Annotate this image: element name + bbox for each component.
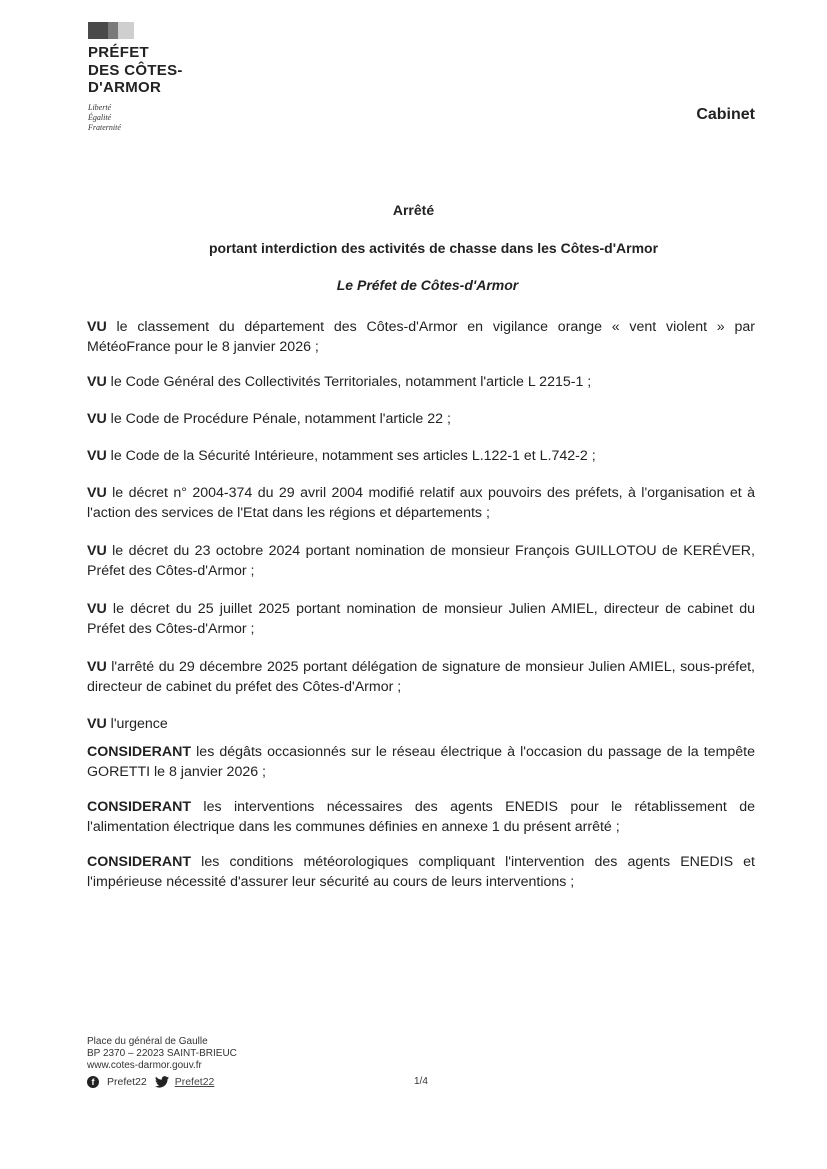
document-body — [87, 317, 755, 892]
service-label: Cabinet — [696, 106, 755, 123]
paragraph — [87, 852, 755, 892]
paragraph-lead: CONSIDERANT — [87, 744, 192, 760]
facebook-handle[interactable]: Prefet22 — [107, 1076, 147, 1088]
paragraph — [87, 599, 755, 639]
paragraph-lead: VU — [87, 716, 107, 732]
paragraph-lead: VU — [87, 448, 107, 464]
paragraph-lead: VU — [87, 543, 107, 559]
prefet-line-2: DES CÔTES- — [88, 61, 183, 79]
paragraph-text: les interventions nécessaires des agents ENEDIS pour le rétablissement de l'alimentation électrique dans les communes définies en annexe 1 du présent arrêté ; — [87, 799, 755, 835]
paragraph-text: le décret du 25 juillet 2025 portant nomination de monsieur Julien AMIEL, directeur de cabinet du Préfet des Côtes-d'Armor ; — [87, 601, 755, 637]
paragraph-lead: VU — [87, 659, 107, 675]
paragraph-lead: VU — [87, 411, 107, 427]
paragraph-lead: VU — [87, 601, 107, 617]
paragraph-text: l'urgence — [106, 716, 168, 732]
republic-motto — [88, 103, 228, 133]
paragraph-text: le Code Général des Collectivités Territoriales, notamment l'article L 2215-1 ; — [106, 374, 592, 390]
footer-address — [87, 1036, 237, 1072]
paragraph — [87, 742, 755, 782]
twitter-icon[interactable] — [155, 1076, 169, 1088]
motto-liberte: Liberté — [88, 102, 112, 112]
paragraph — [87, 317, 755, 357]
paragraph-lead: VU — [87, 485, 107, 501]
paragraph — [87, 797, 755, 837]
prefet-line-3: D'ARMOR — [88, 79, 162, 96]
paragraph-text: le décret n° 2004-374 du 29 avril 2004 modifié relatif aux pouvoirs des préfets, à l'organisation et à l'action des services de l'Etat dans les régions et départements ; — [87, 485, 755, 521]
paragraph — [87, 714, 755, 734]
page-number: 1/4 — [414, 1076, 428, 1087]
address-line: Place du général de Gaulle — [87, 1036, 208, 1047]
paragraph-lead: VU — [87, 319, 107, 335]
document-type: Arrêté — [392, 202, 435, 218]
website-link[interactable]: www.cotes-darmor.gouv.fr — [87, 1060, 202, 1071]
paragraph — [87, 657, 755, 697]
motto-fraternite: Fraternité — [88, 122, 121, 132]
paragraph-text: le décret du 23 octobre 2024 portant nomination de monsieur François GUILLOTOU de KERÉVER, Préfet des Côtes-d'Armor ; — [87, 543, 755, 579]
social-links — [87, 1076, 214, 1088]
motto-egalite: Égalité — [88, 112, 112, 122]
paragraph-text: les dégâts occasionnés sur le réseau électrique à l'occasion du passage de la tempête GORETTI le 8 janvier 2026 ; — [87, 744, 755, 780]
address-line: BP 2370 – 22023 SAINT-BRIEUC — [87, 1048, 237, 1059]
paragraph-text: les conditions météorologiques compliquant l'intervention des agents ENEDIS et l'impérieuse nécessité d'assurer leur sécurité au cours de leurs interventions ; — [87, 854, 755, 890]
paragraph-lead: CONSIDERANT — [87, 799, 192, 815]
paragraph — [87, 372, 755, 392]
paragraph-text: l'arrêté du 29 décembre 2025 portant délégation de signature de monsieur Julien AMIEL, sous-préfet, directeur de cabinet du préfet des Côtes-d'Armor ; — [87, 659, 755, 695]
paragraph-lead: CONSIDERANT — [87, 854, 192, 870]
paragraph — [87, 446, 755, 466]
prefecture-logo — [88, 22, 228, 133]
paragraph — [87, 541, 755, 581]
prefet-line-1: PRÉFET — [88, 44, 149, 61]
marianne-emblem-icon — [88, 22, 134, 39]
paragraph — [87, 409, 755, 429]
twitter-handle[interactable]: Prefet22 — [174, 1076, 215, 1088]
document-authority: Le Préfet de Côtes-d'Armor — [336, 277, 519, 293]
paragraph — [87, 483, 755, 523]
paragraph-text: le classement du département des Côtes-d'Armor en vigilance orange « vent violent » par MétéoFrance pour le 8 janvier 2026 ; — [87, 319, 755, 355]
paragraph-lead: VU — [87, 374, 107, 390]
paragraph-text: le Code de la Sécurité Intérieure, notamment ses articles L.122-1 et L.742-2 ; — [106, 448, 596, 464]
facebook-icon[interactable]: f — [87, 1076, 99, 1088]
paragraph-text: le Code de Procédure Pénale, notamment l'article 22 ; — [106, 411, 451, 427]
document-subject: portant interdiction des activités de chasse dans les Côtes-d'Armor — [208, 240, 659, 256]
